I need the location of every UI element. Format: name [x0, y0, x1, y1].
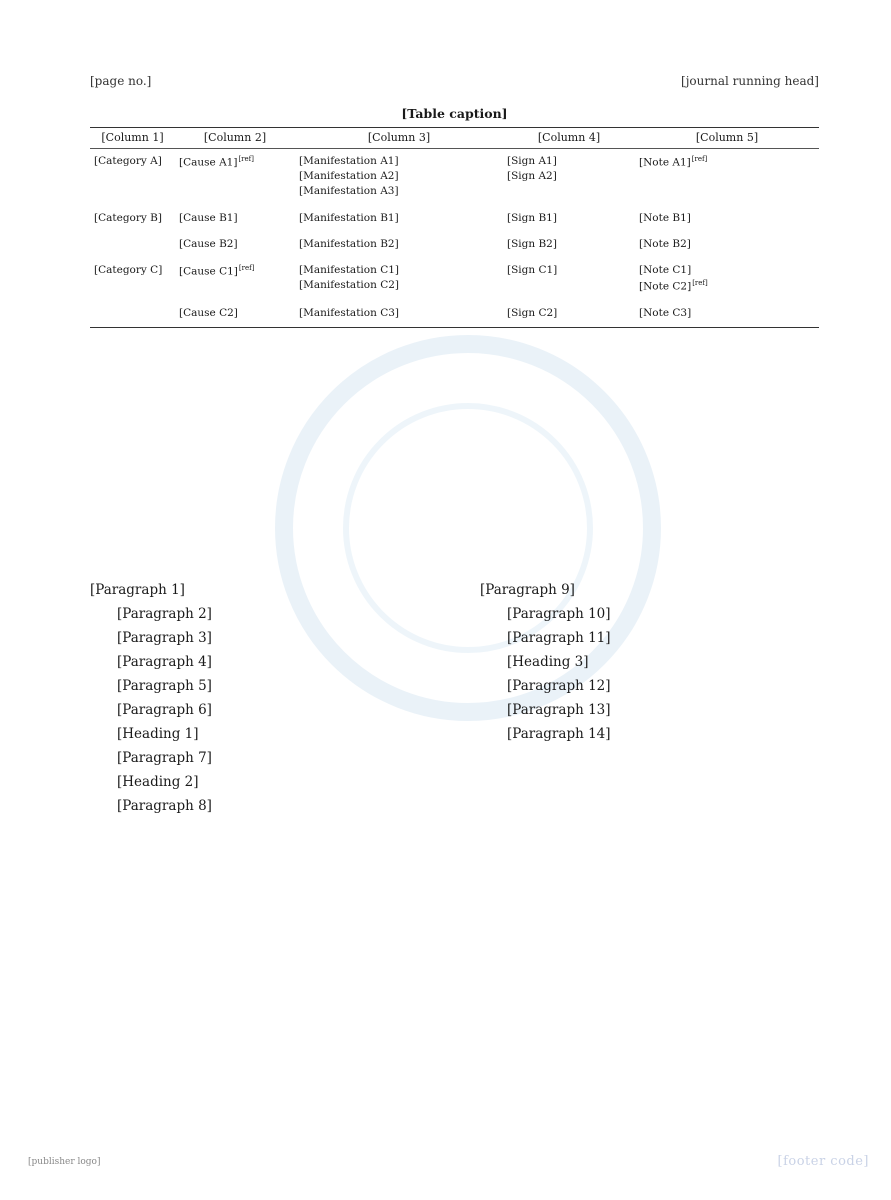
cell-text: [Note A1] — [639, 156, 691, 169]
cell-text: [Cause B2] — [179, 237, 238, 250]
cell-signs — [503, 301, 635, 328]
cell-text: [Manifestation A1] — [299, 154, 399, 167]
body-paragraph: [Paragraph 2] — [117, 606, 212, 622]
cell-notes — [635, 148, 819, 205]
cell-text: [Note C1] — [639, 264, 692, 277]
cell-cause — [175, 148, 295, 205]
table-row — [90, 206, 819, 232]
reference-mark: [ref] — [692, 279, 708, 288]
body-paragraph: [Heading 2] — [117, 774, 199, 790]
running-header — [90, 74, 819, 94]
cell-line — [179, 211, 291, 226]
cell-line — [179, 237, 291, 252]
clinical-features-table — [90, 127, 819, 328]
journal-running-title: [journal running head] — [681, 74, 819, 88]
cell-manifestations — [295, 232, 503, 258]
body-paragraph: [Heading 3] — [507, 654, 589, 670]
table-header-cell: [Column 4] — [503, 128, 635, 149]
table-row — [90, 148, 819, 205]
cell-line — [507, 169, 631, 184]
cell-notes — [635, 301, 819, 328]
body-paragraph: [Paragraph 6] — [117, 702, 212, 718]
table-header-cell: [Column 3] — [295, 128, 503, 149]
cell-line — [299, 154, 499, 169]
cell-line — [179, 263, 291, 280]
cell-text: [Sign A2] — [507, 170, 557, 183]
cell-text: [Manifestation C2] — [299, 279, 400, 292]
table-caption: [Table caption] — [401, 106, 508, 121]
cell-category — [90, 232, 175, 258]
cell-line — [299, 306, 499, 321]
cell-text: [Note B2] — [639, 237, 691, 250]
cell-signs — [503, 206, 635, 232]
body-paragraph: [Paragraph 7] — [117, 750, 212, 766]
cell-text: [Cause B1] — [179, 211, 238, 224]
cell-cause — [175, 301, 295, 328]
body-paragraph: [Paragraph 9] — [480, 582, 575, 598]
cell-text: [Sign C2] — [507, 306, 558, 319]
cell-line — [507, 211, 631, 226]
cell-line — [299, 278, 499, 293]
cell-line — [639, 263, 815, 278]
reference-mark: [ref] — [691, 154, 708, 163]
cell-cause — [175, 258, 295, 301]
body-paragraph: [Paragraph 4] — [117, 654, 212, 670]
table-8 — [90, 106, 819, 328]
cell-text: [Sign A1] — [507, 154, 557, 167]
cell-text: [Manifestation A2] — [299, 170, 399, 183]
body-left-column — [90, 578, 458, 818]
cell-text: [Note B1] — [639, 211, 691, 224]
cell-text: [Sign B1] — [507, 211, 557, 224]
cell-line — [507, 263, 631, 278]
cell-text: [Manifestation A3] — [299, 185, 399, 198]
cell-text: [Cause A1] — [179, 156, 238, 169]
cell-text: [Note C2] — [639, 280, 692, 293]
cell-category — [90, 301, 175, 328]
cell-line — [639, 306, 815, 321]
body-right-column — [480, 578, 819, 746]
cell-line — [299, 169, 499, 184]
cell-line — [639, 154, 815, 171]
body-paragraph: [Paragraph 8] — [117, 798, 212, 814]
cell-text: [Manifestation B2] — [299, 237, 399, 250]
footer-code: [footer code] — [777, 1154, 869, 1169]
cell-notes — [635, 206, 819, 232]
body-paragraph: [Paragraph 3] — [117, 630, 212, 646]
cell-manifestations — [295, 148, 503, 205]
body-paragraph: [Paragraph 1] — [90, 582, 185, 598]
cell-text: [Note C3] — [639, 306, 692, 319]
cell-signs — [503, 148, 635, 205]
cell-line — [179, 154, 291, 171]
cell-cause — [175, 206, 295, 232]
cell-signs — [503, 258, 635, 301]
table-row — [90, 258, 819, 301]
table-header-cell: [Column 5] — [635, 128, 819, 149]
cell-notes — [635, 258, 819, 301]
cell-category: [Category A] — [94, 154, 162, 167]
cell-line — [299, 184, 499, 199]
cell-manifestations — [295, 301, 503, 328]
cell-notes — [635, 232, 819, 258]
table-row — [90, 301, 819, 328]
table-row — [90, 232, 819, 258]
body-paragraph: [Paragraph 12] — [507, 678, 611, 694]
cell-text: [Manifestation C3] — [299, 306, 400, 319]
cell-category: [Category B] — [94, 211, 162, 224]
cell-text: [Manifestation C1] — [299, 264, 400, 277]
cell-line — [179, 306, 291, 321]
body-paragraph: [Paragraph 5] — [117, 678, 212, 694]
body-paragraph: [Paragraph 10] — [507, 606, 611, 622]
cell-signs — [503, 232, 635, 258]
cell-line — [299, 211, 499, 226]
table-header-cell: [Column 2] — [175, 128, 295, 149]
cell-line — [507, 154, 631, 169]
cell-line — [639, 211, 815, 226]
cell-text: [Cause C2] — [179, 306, 238, 319]
cell-line — [639, 237, 815, 252]
cell-text: [Sign C1] — [507, 264, 558, 277]
cell-line — [299, 237, 499, 252]
cell-text: [Sign B2] — [507, 237, 557, 250]
cell-category: [Category C] — [94, 264, 163, 277]
cell-text: [Manifestation B1] — [299, 211, 399, 224]
table-header-cell: [Column 1] — [90, 128, 175, 149]
body-paragraph: [Paragraph 13] — [507, 702, 611, 718]
page-number: [page no.] — [90, 74, 152, 88]
body-paragraph: [Heading 1] — [117, 726, 199, 742]
reference-mark: [ref] — [238, 264, 255, 273]
table-header-row — [90, 128, 819, 149]
cell-cause — [175, 232, 295, 258]
cell-line — [507, 306, 631, 321]
reference-mark: [ref] — [238, 154, 254, 163]
body-paragraph: [Paragraph 14] — [507, 726, 611, 742]
cell-line — [507, 237, 631, 252]
publisher-logo: [publisher logo] — [28, 1157, 101, 1167]
cell-line — [639, 278, 815, 295]
cell-manifestations — [295, 258, 503, 301]
cell-text: [Cause C1] — [179, 265, 238, 278]
cell-manifestations — [295, 206, 503, 232]
cell-line — [299, 263, 499, 278]
body-paragraph: [Paragraph 11] — [507, 630, 611, 646]
